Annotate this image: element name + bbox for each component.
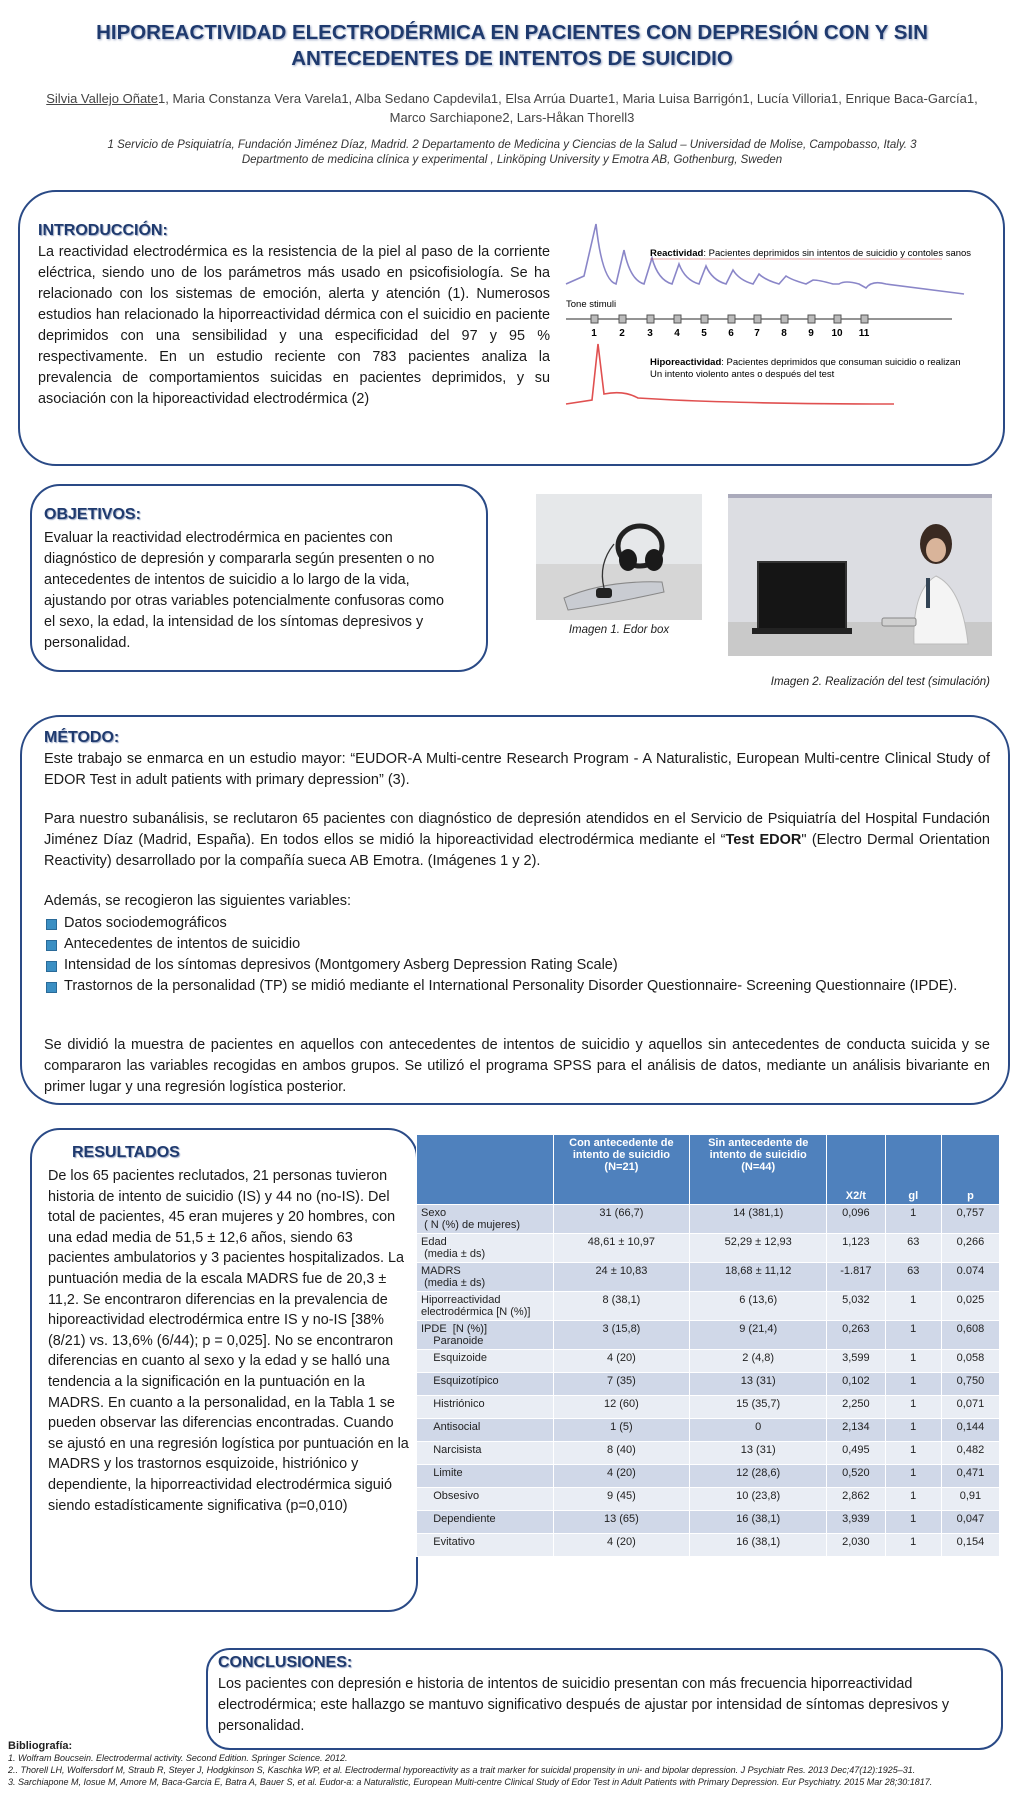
conclusions-text: Los pacientes con depresión e historia de intentos de suicidio presentan con más frecuencia hiporreactividad electrodérmica; este hallazgo se mantuvo significativo después de ajustar por intensidad de síntomas depresivos y personalidad.	[218, 1676, 950, 1734]
table-cell: Hiporreactividad electrodérmica [N (%)]	[417, 1292, 554, 1321]
table-row	[417, 1511, 1000, 1534]
variable-item: Datos sociodemográficos	[44, 913, 1004, 934]
table-row	[417, 1488, 1000, 1511]
objectives-text: Evaluar la reactividad electrodérmica en pacientes con diagnóstico de depresión y compararla según presenten o no antecedentes de intentos de suicidio a lo largo de la vida, ajustando por otras variables potencialmente confusoras como el sexo, la edad, la intensidad de los síntomas depresivos y personalidad.	[44, 530, 444, 651]
table-cell: 1	[885, 1396, 941, 1419]
table-cell: 48,61 ± 10,97	[553, 1234, 690, 1263]
bibliography	[8, 1740, 998, 1788]
table-row	[417, 1350, 1000, 1373]
intro-title: INTRODUCCIÓN:	[38, 222, 168, 239]
stimulus-marker	[619, 315, 626, 323]
table-cell: 13 (31)	[690, 1373, 827, 1396]
table-cell: 14 (381,1)	[690, 1205, 827, 1234]
stimulus-number: 11	[858, 328, 870, 339]
table-cell: 2,250	[827, 1396, 886, 1419]
table-cell: 8 (38,1)	[553, 1292, 690, 1321]
table-cell: 1	[885, 1488, 941, 1511]
table-cell: 52,29 ± 12,93	[690, 1234, 827, 1263]
hypo-label: Hiporeactividad: Pacientes deprimidos que consuman suicidio o realizan	[650, 357, 961, 368]
stimulus-marker	[781, 315, 788, 323]
stimulus-number: 10	[831, 328, 843, 339]
stimulus-number: 3	[647, 328, 653, 339]
methods-section	[20, 715, 1010, 1105]
table-cell: Dependiente	[417, 1511, 554, 1534]
stimulus-number: 5	[701, 328, 707, 339]
objectives-title: OBJETIVOS:	[44, 506, 141, 523]
table-cell: Edad (media ± ds)	[417, 1234, 554, 1263]
stimulus-marker	[754, 315, 761, 323]
table-cell: 0,482	[941, 1442, 999, 1465]
table-cell: Evitativo	[417, 1534, 554, 1557]
variable-item: Antecedentes de intentos de suicidio	[44, 934, 1004, 955]
stimulus-number: 8	[781, 328, 787, 339]
table-cell: 13 (65)	[553, 1511, 690, 1534]
table-row	[417, 1234, 1000, 1263]
table-row	[417, 1465, 1000, 1488]
intro-text: La reactividad electrodérmica es la resistencia de la piel al paso de la corriente eléctrica, siendo uno de los parámetros más usado en psicofisiología. Se ha relacionado con los sistemas de emoción, alerta y atención (1). Numerosos estudios han relacionado la hiporreactividad dérmica con el suicidio en paciente deprimidos con una sensibilidad y una especificidad del 97 y 95 % respectivamente. En un estudio reciente con 783 pacientes analiza la prevalencia de comportamientos suicidas en pacientes deprimidos, y su asociación con la hiporeactividad electrodérmica (2)	[38, 244, 550, 407]
table-cell: 0,102	[827, 1373, 886, 1396]
bibliography-title: Bibliografía:	[8, 1740, 73, 1752]
stimulus-marker	[808, 315, 815, 323]
table-cell: 1	[885, 1292, 941, 1321]
table-cell: 1 (5)	[553, 1419, 690, 1442]
hypo-label-line2: Un intento violento antes o después del test	[650, 369, 835, 380]
stimulus-marker	[591, 315, 598, 323]
table-cell: 1	[885, 1321, 941, 1350]
test-simulation-photo	[728, 494, 992, 656]
table-cell: -1.817	[827, 1263, 886, 1292]
methods-p1: Este trabajo se enmarca en un estudio mayor: “EUDOR-A Multi-centre Research Program - A Naturalistic, European Multi-centre Clinical Study of EDOR Test in adult patients with primary depression” (3).	[44, 751, 990, 788]
table-cell: Esquizoide	[417, 1350, 554, 1373]
first-author[interactable]: Silvia Vallejo Oñate	[46, 91, 159, 106]
methods-p2: Para nuestro subanálisis, se reclutaron 65 pacientes con diagnóstico de depresión atendidos en el Servicio de Psiquiatría del Hospital Fundación Jiménez Díaz (Madrid, España). En todos ellos se midió la hiporeactividad electrodérmica mediante el “Test EDOR" (Electro Dermal Orientation Reactivity) desarrollado por la compañía sueca AB Emotra. (Imágenes 1 y 2).	[44, 811, 990, 869]
table-cell: Sexo ( N (%) de mujeres)	[417, 1205, 554, 1234]
table-cell: 1	[885, 1511, 941, 1534]
table-cell: 1	[885, 1373, 941, 1396]
table-cell: 4 (20)	[553, 1350, 690, 1373]
table-cell: 0	[690, 1419, 827, 1442]
table-cell: 1	[885, 1419, 941, 1442]
table-cell: 3 (15,8)	[553, 1321, 690, 1350]
methods-p4: Se dividió la muestra de pacientes en aquellos con antecedentes de intentos de suicidio y aquellos sin antecedentes de conducta suicida y se compararon las variables recogidas en ambos grupos. Se utilizó el programa SPSS para el análisis de datos, mediante un análisis bivariante en primer lugar y una regresión logística posterior.	[44, 1037, 990, 1095]
table-cell: 1	[885, 1350, 941, 1373]
test-simulation-image	[728, 494, 992, 656]
table-cell: 9 (45)	[553, 1488, 690, 1511]
stimulus-marker	[647, 315, 654, 323]
edor-box-image	[536, 494, 702, 620]
edor-test-name: Test EDOR	[725, 832, 802, 848]
table-cell: 1	[885, 1465, 941, 1488]
table-cell: 0,750	[941, 1373, 999, 1396]
header-cell: p	[941, 1135, 999, 1205]
header-cell: X2/t	[827, 1135, 886, 1205]
table-cell: 0,266	[941, 1234, 999, 1263]
image2-caption: Imagen 2. Realización del test (simulación)	[770, 676, 990, 688]
stimulus-marker	[674, 315, 681, 323]
table-cell: 13 (31)	[690, 1442, 827, 1465]
stimulus-marker	[728, 315, 735, 323]
header-cell: gl	[885, 1135, 941, 1205]
table-cell: 7 (35)	[553, 1373, 690, 1396]
table-cell: 15 (35,7)	[690, 1396, 827, 1419]
table-cell: 12 (60)	[553, 1396, 690, 1419]
results-title: RESULTADOS	[72, 1144, 180, 1161]
stimulus-number: 9	[808, 328, 814, 339]
table-cell: 1	[885, 1205, 941, 1234]
stimulus-number: 7	[754, 328, 760, 339]
table-cell: 0,495	[827, 1442, 886, 1465]
table-cell: 0,096	[827, 1205, 886, 1234]
table-cell: 1	[885, 1534, 941, 1557]
table-cell: 0,263	[827, 1321, 886, 1350]
table-row	[417, 1205, 1000, 1234]
table-cell: 2 (4,8)	[690, 1350, 827, 1373]
variable-item: Intensidad de los síntomas depresivos (Montgomery Asberg Depression Rating Scale)	[44, 955, 1004, 976]
table-cell: 0,144	[941, 1419, 999, 1442]
table-row	[417, 1263, 1000, 1292]
table-cell: 0.074	[941, 1263, 999, 1292]
table-cell: Obsesivo	[417, 1488, 554, 1511]
conclusions-section	[206, 1648, 1003, 1750]
table-cell: 0,071	[941, 1396, 999, 1419]
reference-item: 2.. Thorell LH, Wolfersdorf M, Straub R, Steyer J, Hodgkinson S, Kaschka WP, et al. Electrodermal hyporeactivity as a trait marker for suicidal propensity in uni- and bipolar depression. J Psychiatr Res. 2013 Dec;47(12):1925–31.	[8, 1765, 916, 1775]
other-authors: 1, Maria Constanza Vera Varela1, Alba Sedano Capdevila1, Elsa Arrúa Duarte1, Maria Luisa Barrigón1, Lucía Villoria1, Enrique Baca-García1, Marco Sarchiapone2, Lars-Håkan Thorell3	[158, 91, 978, 125]
table-row	[417, 1373, 1000, 1396]
reference-item: 3. Sarchiapone M, Iosue M, Amore M, Baca-Garcia E, Batra A, Bauer S, et al. Eudor-a: a Naturalistic, European Multi-centre Clinical Study of Edor Test in Adult Patients with Primary Depression. Eur Psychiatry. 2015 Mar 28;30:1817.	[8, 1777, 933, 1787]
stimulus-number: 6	[728, 328, 734, 339]
table-row	[417, 1534, 1000, 1557]
results-table	[416, 1134, 1000, 1557]
reference-item: 1. Wolfram Boucsein. Electrodermal activity. Second Edition. Springer Science. 2012.	[8, 1753, 348, 1763]
intro-section	[18, 190, 1005, 466]
table-cell: 2,134	[827, 1419, 886, 1442]
table-cell: 3,939	[827, 1511, 886, 1534]
table-cell: 0,058	[941, 1350, 999, 1373]
table-cell: 16 (38,1)	[690, 1534, 827, 1557]
table-cell: 0,047	[941, 1511, 999, 1534]
image1-caption: Imagen 1. Edor box	[568, 624, 670, 636]
table-cell: 9 (21,4)	[690, 1321, 827, 1350]
author-list	[40, 89, 984, 127]
table-cell: Limite	[417, 1465, 554, 1488]
methods-title: MÉTODO:	[44, 729, 120, 746]
objectives-section	[30, 484, 488, 672]
table-cell: 0,471	[941, 1465, 999, 1488]
table-row	[417, 1396, 1000, 1419]
table-cell: 10 (23,8)	[690, 1488, 827, 1511]
table-cell: 0,025	[941, 1292, 999, 1321]
poster-title: HIPOREACTIVIDAD ELECTRODÉRMICA EN PACIENTES CON DEPRESIÓN CON Y SIN ANTECEDENTES DE INTENTOS DE SUICIDIO	[96, 21, 928, 70]
table-row	[417, 1442, 1000, 1465]
table-header-row	[417, 1135, 1000, 1205]
table-row	[417, 1292, 1000, 1321]
table-cell: MADRS (media ± ds)	[417, 1263, 554, 1292]
edor-response-figure	[564, 214, 994, 414]
header-cell: Sin antecedente de intento de suicidio (N=44)	[690, 1135, 827, 1205]
table-cell: 0,91	[941, 1488, 999, 1511]
table-cell: 63	[885, 1234, 941, 1263]
variable-item: Trastornos de la personalidad (TP) se midió mediante el International Personality Disorder Questionnaire- Screening Questionnaire (IPDE).	[44, 976, 1004, 997]
table-cell: Esquizotípico	[417, 1373, 554, 1396]
table-cell: 1	[885, 1442, 941, 1465]
table-cell: Histriónico	[417, 1396, 554, 1419]
header-cell: Con antecedente de intento de suicidio (N=21)	[553, 1135, 690, 1205]
reactivity-label: Reactividad: Pacientes deprimidos sin intentos de suicidio y contoles sanos	[650, 248, 972, 259]
variables-list	[44, 913, 1004, 997]
stimulus-number: 2	[619, 328, 625, 339]
table-cell: 4 (20)	[553, 1465, 690, 1488]
table-cell: 2,030	[827, 1534, 886, 1557]
table-cell: 8 (40)	[553, 1442, 690, 1465]
tone-stimuli-label: Tone stimuli	[566, 299, 617, 310]
table-cell: 1,123	[827, 1234, 886, 1263]
methods-p3: Además, se recogieron las siguientes variables:	[44, 893, 352, 909]
table-cell: 31 (66,7)	[553, 1205, 690, 1234]
conclusions-title: CONCLUSIONES:	[218, 1654, 353, 1671]
table-cell: 3,599	[827, 1350, 886, 1373]
results-section	[30, 1128, 418, 1612]
table-row	[417, 1419, 1000, 1442]
table-body	[417, 1205, 1000, 1557]
table-cell: 4 (20)	[553, 1534, 690, 1557]
table-cell: 0,154	[941, 1534, 999, 1557]
affiliations: 1 Servicio de Psiquiatría, Fundación Jiménez Díaz, Madrid. 2 Departamento de Medicina y Ciencias de la Salud – Universidad de Molise, Campobasso, Italy. 3 Departmento de medicina clínica y experimental , Linköping University y Emotra AB, Gothenburg, Sweden	[107, 139, 917, 166]
table-cell: 63	[885, 1263, 941, 1292]
stimulus-marker	[834, 315, 841, 323]
table-cell: 16 (38,1)	[690, 1511, 827, 1534]
header-cell	[417, 1135, 554, 1205]
table-cell: 0,608	[941, 1321, 999, 1350]
table-cell: 5,032	[827, 1292, 886, 1321]
table-cell: 24 ± 10,83	[553, 1263, 690, 1292]
table-cell: 0,520	[827, 1465, 886, 1488]
table-cell: 12 (28,6)	[690, 1465, 827, 1488]
stimulus-marker	[701, 315, 708, 323]
table-cell: Narcisista	[417, 1442, 554, 1465]
results-text: De los 65 pacientes reclutados, 21 personas tuvieron historia de intento de suicidio (IS) y 44 no (no-IS). Del total de pacientes, 45 eran mujeres y 20 hombres, con una edad media de 51,5 ± 12,6 años, siendo 63 pacientes ambulatorios y 3 pacientes hospitalizados. La puntuación media de la escala MADRS fue de 20,3 ± 11,2. Se encontraron diferencias en la prevalencia de hiporeactividad electrodérmica entre IS y no-IS [38% (8/21) vs. 13,6% (6/44); p = 0,025]. No se encontraron diferencias en cuanto al sexo y la edad y se halló una tendencia a la significación en la puntuación en la MADRS. En cuanto a la personalidad, en la Tabla 1 se pueden observar las diferencias encontradas. Cuando se ajustó en una regresión logística por puntuación en la MADRS y los trastornos esquizoide, histriónico y dependiente, la hiporreactividad electrodérmica siguió siendo estadísticamente significativa (p=0,010)	[48, 1168, 409, 1514]
table-cell: Antisocial	[417, 1419, 554, 1442]
table-cell: 18,68 ± 11,12	[690, 1263, 827, 1292]
stimulus-number: 1	[591, 328, 597, 339]
stimulus-marker	[861, 315, 868, 323]
stimulus-number: 4	[674, 328, 680, 339]
table-cell: IPDE [N (%)] Paranoide	[417, 1321, 554, 1350]
edor-box-photo	[536, 494, 702, 620]
table-cell: 0,757	[941, 1205, 999, 1234]
table-cell: 6 (13,6)	[690, 1292, 827, 1321]
table-row	[417, 1321, 1000, 1350]
table-cell: 2,862	[827, 1488, 886, 1511]
